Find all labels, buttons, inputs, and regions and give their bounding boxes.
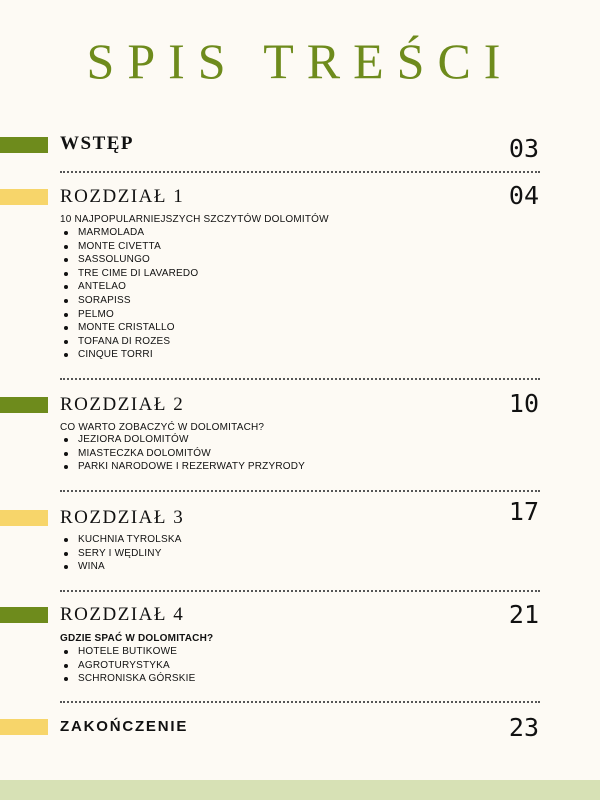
list-item: MONTE CIVETTA [60, 240, 198, 254]
list-item: MONTE CRISTALLO [60, 321, 198, 335]
section-bar-chapter-2 [0, 397, 48, 413]
list-item: SERY I WĘDLINY [60, 547, 182, 561]
list-item: PELMO [60, 308, 198, 322]
section-title-intro[interactable]: WSTĘP [60, 133, 135, 154]
divider [60, 490, 540, 492]
chapter-1-list [60, 226, 198, 362]
section-title-conclusion[interactable]: ZAKOŃCZENIE [60, 718, 189, 735]
chapter-4-list [60, 645, 196, 686]
list-item: KUCHNIA TYROLSKA [60, 533, 182, 547]
list-item: SASSOLUNGO [60, 253, 198, 267]
page-number-chapter-1: 04 [508, 181, 539, 210]
list-item: HOTELE BUTIKOWE [60, 645, 196, 659]
chapter-1-subtitle: 10 NAJPOPULARNIEJSZYCH SZCZYTÓW DOLOMITÓW [60, 214, 329, 225]
list-item: MIASTECZKA DOLOMITÓW [60, 447, 305, 461]
list-item: ANTELAO [60, 280, 198, 294]
list-item: CINQUE TORRI [60, 348, 198, 362]
list-item: MARMOLADA [60, 226, 198, 240]
list-item: AGROTURYSTYKA [60, 659, 196, 673]
list-item: TRE CIME DI LAVAREDO [60, 267, 198, 281]
page-number-conclusion: 23 [508, 713, 539, 742]
divider [60, 171, 540, 173]
page-title: SPIS TREŚCI [86, 33, 514, 89]
list-item: PARKI NARODOWE I REZERWATY PRZYRODY [60, 460, 305, 474]
section-bar-chapter-4 [0, 607, 48, 623]
page-number-intro: 03 [508, 134, 539, 163]
footer-strip [0, 780, 600, 800]
list-item: WINA [60, 560, 182, 574]
list-item: SCHRONISKA GÓRSKIE [60, 672, 196, 686]
section-bar-conclusion [0, 719, 48, 735]
chapter-3-list [60, 533, 182, 574]
divider [60, 590, 540, 592]
divider [60, 701, 540, 703]
section-title-chapter-1[interactable]: ROZDZIAŁ 1 [60, 186, 185, 207]
page-number-chapter-4: 21 [508, 600, 539, 629]
section-title-chapter-3[interactable]: ROZDZIAŁ 3 [60, 507, 185, 528]
section-title-chapter-2[interactable]: ROZDZIAŁ 2 [60, 394, 185, 415]
list-item: TOFANA DI ROZES [60, 335, 198, 349]
page-number-chapter-3: 17 [508, 497, 539, 526]
chapter-2-list [60, 433, 305, 474]
chapter-2-subtitle: CO WARTO ZOBACZYĆ W DOLOMITACH? [60, 422, 265, 433]
section-bar-intro [0, 137, 48, 153]
section-bar-chapter-1 [0, 189, 48, 205]
list-item: JEZIORA DOLOMITÓW [60, 433, 305, 447]
page-number-chapter-2: 10 [508, 389, 539, 418]
divider [60, 378, 540, 380]
list-item: SORAPISS [60, 294, 198, 308]
chapter-4-subtitle: GDZIE SPAĆ W DOLOMITACH? [60, 633, 214, 644]
section-bar-chapter-3 [0, 510, 48, 526]
section-title-chapter-4[interactable]: ROZDZIAŁ 4 [60, 604, 185, 625]
